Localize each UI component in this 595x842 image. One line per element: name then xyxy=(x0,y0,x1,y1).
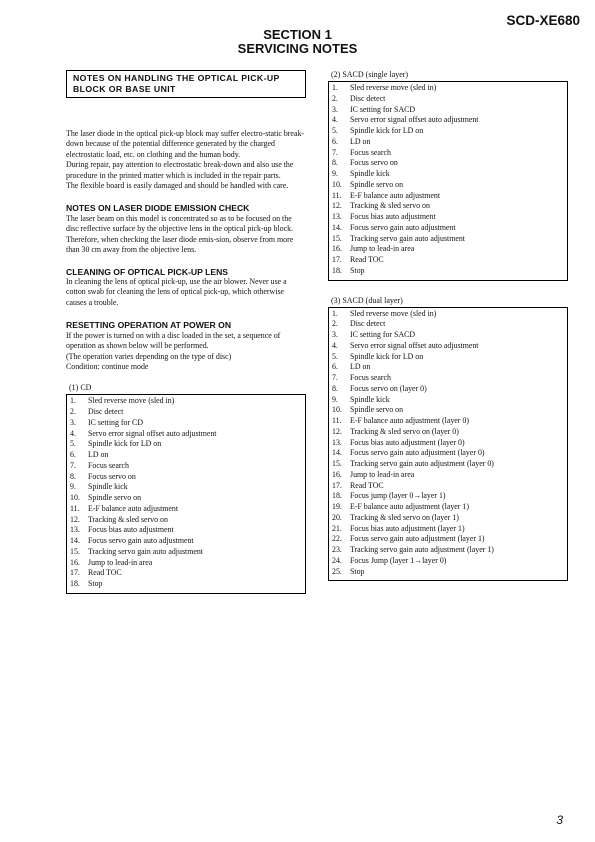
list-item-number: 18. xyxy=(332,265,342,275)
list-item-text: Focus search xyxy=(88,460,129,470)
list-item-number: 17. xyxy=(70,568,80,578)
list-item xyxy=(70,536,302,547)
list-item-text: Focus bias auto adjustment xyxy=(88,525,174,535)
list-item-number: 11. xyxy=(332,190,342,200)
list-item-number: 18. xyxy=(70,579,80,589)
list-item-number: 23. xyxy=(332,545,342,554)
sacd-dual-list-label: (3) SACD (dual layer) xyxy=(331,295,403,305)
list-item-number: 13. xyxy=(332,437,342,447)
sacd-single-sequence-list xyxy=(332,83,564,277)
list-item xyxy=(332,438,564,449)
list-item-number: 21. xyxy=(332,523,342,533)
list-item xyxy=(332,244,564,255)
list-item xyxy=(332,481,564,492)
list-item xyxy=(70,429,302,440)
list-item xyxy=(70,568,302,579)
list-item-number: 16. xyxy=(332,469,342,479)
notice-paragraph-1: The laser diode in the optical pick-up block may suffer electro-static break-down because of the potential difference generated by the charged electrostatic load, etc. on clothing and the human body. xyxy=(66,129,305,159)
list-item xyxy=(332,255,564,266)
list-item-text: E-F balance auto adjustment (layer 0) xyxy=(350,416,469,425)
list-item-number: 7. xyxy=(332,373,338,382)
list-item-number: 4. xyxy=(332,115,338,125)
laser-check-heading: NOTES ON LASER DIODE EMISSION CHECK xyxy=(66,203,250,214)
resetting-heading: RESETTING OPERATION AT POWER ON xyxy=(66,320,232,331)
list-item xyxy=(332,319,564,330)
list-item xyxy=(70,482,302,493)
resetting-text: If the power is turned on with a disc loaded in the set, a sequence of operation as shown below will be performed. xyxy=(66,330,281,351)
cd-sequence-list xyxy=(70,396,302,590)
list-item-number: 19. xyxy=(332,502,342,511)
list-item-text: Servo error signal offset auto adjustment xyxy=(350,340,479,350)
cd-sequence-box xyxy=(66,394,306,594)
cleaning-heading: CLEANING OF OPTICAL PICK-UP LENS xyxy=(66,266,229,277)
list-item-number: 13. xyxy=(70,525,80,535)
list-item-number: 9. xyxy=(332,394,338,404)
list-item-number: 25. xyxy=(332,566,342,576)
list-item-text: IC setting for SACD xyxy=(350,330,416,339)
list-item xyxy=(332,395,564,406)
list-item-text: Focus servo gain auto adjustment (layer 1) xyxy=(350,534,485,544)
model-number: SCD-XE680 xyxy=(506,13,580,28)
list-item-number: 11. xyxy=(332,416,342,425)
list-item-number: 5. xyxy=(70,439,76,449)
list-item-text: LD on xyxy=(350,136,371,146)
left-column xyxy=(66,70,306,594)
list-item-text: Spindle servo on xyxy=(350,179,404,189)
list-item xyxy=(332,169,564,180)
list-item xyxy=(332,524,564,535)
list-item-text: Focus servo on xyxy=(350,158,398,168)
list-item-number: 24. xyxy=(332,555,342,565)
list-item-text: Tracking & sled servo on (layer 1) xyxy=(350,512,459,522)
list-item-text: IC setting for SACD xyxy=(350,104,416,114)
list-item xyxy=(332,201,564,212)
list-item-number: 11. xyxy=(70,503,80,513)
resetting-note: (The operation varies depending on the type of disc) xyxy=(66,351,232,361)
list-item-text: Tracking servo gain auto adjustment (layer 1) xyxy=(350,545,494,554)
list-item-text: Tracking servo gain auto adjustment (layer 0) xyxy=(350,459,494,468)
resetting-condition: Condition: continue mode xyxy=(66,362,149,371)
list-item-number: 12. xyxy=(332,201,342,211)
list-item-number: 5. xyxy=(332,351,338,361)
list-item-number: 8. xyxy=(332,383,338,393)
list-item-text: Focus servo gain auto adjustment xyxy=(88,536,194,546)
list-item-number: 16. xyxy=(70,557,80,567)
list-item-number: 3. xyxy=(70,417,76,427)
list-item xyxy=(332,234,564,245)
list-item xyxy=(332,459,564,470)
list-item xyxy=(332,341,564,352)
sacd-dual-sequence-box xyxy=(328,307,568,582)
list-item xyxy=(332,115,564,126)
list-item-number: 10. xyxy=(70,493,80,503)
list-item xyxy=(332,502,564,513)
list-item xyxy=(332,352,564,363)
list-item-number: 17. xyxy=(332,255,342,264)
list-item-number: 14. xyxy=(332,222,342,232)
list-item-number: 9. xyxy=(70,482,76,492)
list-item xyxy=(70,547,302,558)
list-item xyxy=(70,472,302,483)
handling-notice-box: NOTES ON HANDLING THE OPTICAL PICK-UP BLOCK OR BASE UNIT xyxy=(66,70,306,98)
list-item-text: Focus search xyxy=(350,373,391,382)
list-item-text: Read TOC xyxy=(88,568,122,578)
list-item-number: 2. xyxy=(332,93,338,103)
list-item xyxy=(332,158,564,169)
list-item xyxy=(70,396,302,407)
list-item-text: Stop xyxy=(350,566,365,576)
page-number: 3 xyxy=(556,813,563,827)
sacd-dual-sequence-list xyxy=(332,309,564,578)
list-item-text: Jump to lead-in area xyxy=(350,469,415,479)
section-number: SECTION 1 xyxy=(263,27,332,42)
list-item-text: Jump to lead-in area xyxy=(88,557,153,567)
list-item xyxy=(332,148,564,159)
list-item-number: 4. xyxy=(332,340,338,350)
list-item-text: E-F balance auto adjustment (layer 1) xyxy=(350,502,469,511)
list-item xyxy=(70,418,302,429)
list-item-text: Spindle kick xyxy=(88,482,128,492)
list-item xyxy=(332,373,564,384)
list-item-number: 16. xyxy=(332,244,342,254)
list-item xyxy=(332,545,564,556)
list-item xyxy=(70,504,302,515)
list-item-number: 10. xyxy=(332,405,342,415)
list-item-text: Spindle servo on xyxy=(350,405,404,415)
list-item-number: 22. xyxy=(332,534,342,544)
list-item-text: Servo error signal offset auto adjustment xyxy=(88,428,217,438)
list-item-number: 8. xyxy=(70,471,76,481)
list-item xyxy=(332,309,564,320)
list-item xyxy=(70,461,302,472)
list-item xyxy=(332,416,564,427)
list-item-number: 3. xyxy=(332,104,338,114)
list-item-text: Tracking servo gain auto adjustment xyxy=(350,233,465,243)
list-item xyxy=(332,567,564,578)
list-item xyxy=(70,579,302,590)
list-item xyxy=(332,180,564,191)
list-item xyxy=(332,556,564,567)
list-item-text: IC setting for CD xyxy=(88,417,144,427)
list-item-text: Tracking & sled servo on xyxy=(88,514,168,524)
list-item-number: 17. xyxy=(332,480,342,490)
list-item xyxy=(332,83,564,94)
list-item xyxy=(332,491,564,502)
list-item-number: 12. xyxy=(332,426,342,436)
list-item-text: Spindle servo on xyxy=(88,493,142,503)
list-item xyxy=(332,223,564,234)
list-item-number: 13. xyxy=(332,212,342,221)
list-item xyxy=(70,439,302,450)
list-item-text: LD on xyxy=(350,362,371,372)
sacd-single-list-label: (2) SACD (single layer) xyxy=(331,70,409,79)
list-item-number: 15. xyxy=(332,459,342,468)
notice-paragraph-3: The flexible board is easily damaged and should be handled with care. xyxy=(66,181,289,191)
list-item-text: Tracking servo gain auto adjustment xyxy=(88,546,203,556)
list-item-text: Tracking & sled servo on xyxy=(350,201,430,211)
list-item-text: Spindle kick xyxy=(350,169,390,178)
list-item xyxy=(70,407,302,418)
list-item-text: Sled reverse move (sled in) xyxy=(88,396,175,406)
list-item-text: Focus servo on (layer 0) xyxy=(350,383,427,393)
list-item xyxy=(332,126,564,137)
list-item xyxy=(332,513,564,524)
list-item-text: Disc detect xyxy=(350,319,386,329)
list-item-text: Focus Jump (layer 1→layer 0) xyxy=(350,555,447,565)
list-item-number: 7. xyxy=(70,460,76,470)
list-item-text: Read TOC xyxy=(350,255,384,264)
list-item-number: 1. xyxy=(332,308,338,318)
page-title: SERVICING NOTES xyxy=(237,41,358,56)
list-item-number: 14. xyxy=(332,448,342,458)
list-item-text: Spindle kick xyxy=(350,394,390,404)
list-item xyxy=(332,427,564,438)
list-item-text: Spindle kick for LD on xyxy=(350,351,424,361)
list-item-text: Tracking & sled servo on (layer 0) xyxy=(350,426,459,436)
list-item xyxy=(332,362,564,373)
list-item-number: 15. xyxy=(70,546,80,556)
list-item-text: E-F balance auto adjustment xyxy=(350,190,441,200)
list-item-number: 7. xyxy=(332,147,338,157)
list-item-number: 18. xyxy=(332,491,342,501)
list-item-text: Spindle kick for LD on xyxy=(88,439,162,449)
list-item-number: 1. xyxy=(332,83,338,92)
list-item-text: E-F balance auto adjustment xyxy=(88,503,179,513)
list-item xyxy=(332,330,564,341)
list-item-number: 2. xyxy=(70,407,76,417)
list-item-number: 6. xyxy=(70,450,76,460)
sacd-single-sequence-box xyxy=(328,81,568,281)
list-item xyxy=(332,212,564,223)
list-item xyxy=(332,266,564,277)
list-item-number: 3. xyxy=(332,330,338,339)
list-item-text: Disc detect xyxy=(350,93,386,103)
list-item-number: 6. xyxy=(332,136,338,146)
section-heading xyxy=(0,28,595,56)
list-item xyxy=(70,525,302,536)
cleaning-text: In cleaning the lens of optical pick-up, use the air blower. Never use a cotton swab for cleaning the lens of optical pick-up, which otherwise causes a trouble. xyxy=(66,277,287,307)
list-item-text: Spindle kick for LD on xyxy=(350,126,424,135)
list-item-text: Focus servo gain auto adjustment (layer 0) xyxy=(350,448,485,458)
list-item-number: 10. xyxy=(332,179,342,189)
list-item xyxy=(70,515,302,526)
list-item-text: Focus jump (layer 0→layer 1) xyxy=(350,491,446,501)
list-item-text: Focus bias auto adjustment (layer 0) xyxy=(350,437,465,447)
list-item xyxy=(70,558,302,569)
list-item-text: LD on xyxy=(88,450,109,460)
list-item xyxy=(332,191,564,202)
list-item-number: 6. xyxy=(332,362,338,372)
list-item-number: 9. xyxy=(332,169,338,178)
notice-paragraph-2: During repair, pay attention to electrostatic break-down and also use the procedure in the printed matter which is included in the repair parts. xyxy=(66,160,294,180)
laser-check-text: The laser beam on this model is concentrated so as to be focused on the disc reflective surface by the objective lens in the optical pick-up block. Therefore, when checking the laser diode emis-sion, observe from more than 30 cm away from the objective lens. xyxy=(66,213,294,255)
list-item-text: Focus search xyxy=(350,147,391,157)
list-item-number: 5. xyxy=(332,126,338,135)
list-item-text: Read TOC xyxy=(350,480,384,490)
list-item-text: Sled reverse move (sled in) xyxy=(350,308,437,318)
list-item-text: Disc detect xyxy=(88,407,124,417)
list-item-number: 12. xyxy=(70,514,80,524)
list-item-text: Focus servo on xyxy=(88,471,136,481)
list-item xyxy=(332,405,564,416)
list-item-number: 20. xyxy=(332,512,342,522)
list-item-text: Servo error signal offset auto adjustment xyxy=(350,115,479,125)
list-item-number: 2. xyxy=(332,319,338,329)
list-item-number: 8. xyxy=(332,158,338,168)
list-item-text: Jump to lead-in area xyxy=(350,244,415,254)
list-item xyxy=(332,105,564,116)
list-item xyxy=(70,493,302,504)
list-item-text: Focus bias auto adjustment (layer 1) xyxy=(350,523,465,533)
list-item xyxy=(332,94,564,105)
list-item-number: 14. xyxy=(70,536,80,546)
cd-list-label: (1) CD xyxy=(69,383,92,393)
list-item-text: Focus servo gain auto adjustment xyxy=(350,222,456,232)
list-item xyxy=(332,470,564,481)
list-item xyxy=(332,448,564,459)
list-item-text: Sled reverse move (sled in) xyxy=(350,83,437,92)
list-item-text: Focus bias auto adjustment xyxy=(350,212,436,221)
list-item xyxy=(332,384,564,395)
list-item-number: 4. xyxy=(70,428,76,438)
right-column xyxy=(328,70,568,581)
list-item-number: 1. xyxy=(70,396,76,406)
list-item xyxy=(332,534,564,545)
list-item-text: Stop xyxy=(350,265,365,275)
list-item-text: Stop xyxy=(88,579,103,589)
list-item xyxy=(70,450,302,461)
list-item-number: 15. xyxy=(332,233,342,243)
list-item xyxy=(332,137,564,148)
